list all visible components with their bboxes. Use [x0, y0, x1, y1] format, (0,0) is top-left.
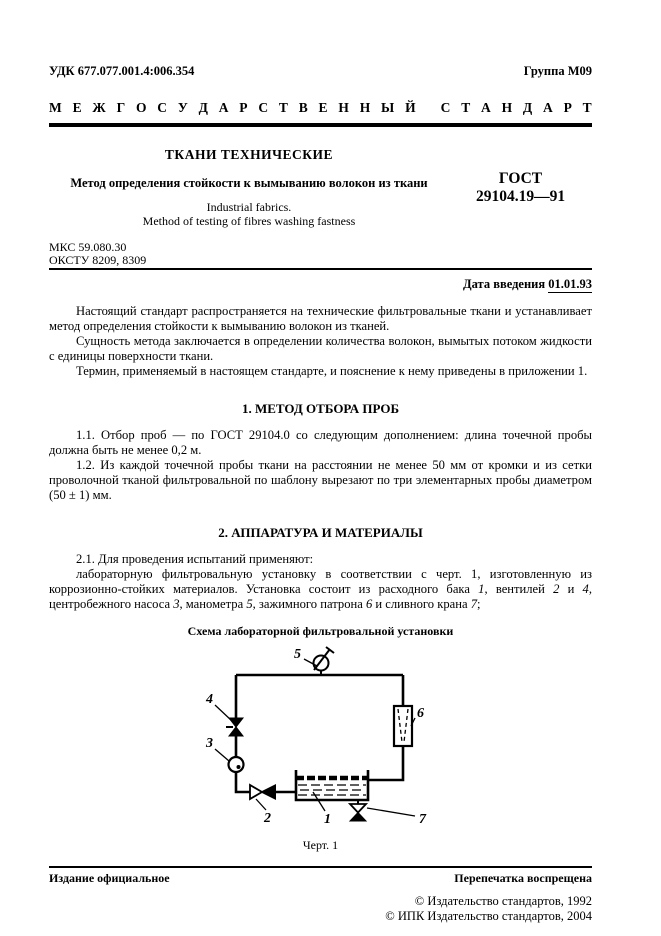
manometer-icon: [313, 647, 334, 675]
group-code: Группа М09: [523, 64, 592, 78]
gost-designation: [449, 170, 592, 206]
figure-label-7: 7: [418, 812, 426, 827]
standard-type-banner: М Е Ж Г О С У Д А Р С Т В Е Н Н Ы Й С Т А Н Д А Р Т: [49, 100, 592, 127]
intro-paragraphs: [49, 304, 592, 379]
date-value: 01.01.93: [548, 277, 592, 291]
schematic-drawing: [186, 641, 456, 833]
official-edition-note: Издание официальное: [49, 871, 170, 885]
section1-heading: 1. МЕТОД ОТБОРА ПРОБ: [241, 401, 400, 416]
valve-4-icon: [226, 718, 243, 736]
document-header: [49, 0, 592, 79]
figure-label-1: 1: [323, 812, 331, 827]
document-title: ТКАНИ ТЕХНИЧЕСКИЕ: [164, 147, 334, 162]
footer-rule: [49, 866, 592, 868]
filtration-setup-diagram: [186, 641, 456, 838]
pipe-circuit: [236, 675, 403, 792]
classification-codes: [49, 241, 592, 270]
figure-label-3: 3: [205, 736, 213, 751]
figure-caption: Схема лабораторной фильтровальной установки: [187, 624, 454, 638]
udk-code: УДК 677.077.001.4:006.354: [49, 64, 195, 78]
copyright-line-2004: © ИПК Издательство стандартов, 2004: [385, 908, 592, 923]
section2-heading: 2. АППАРАТУРА И МАТЕРИАЛЫ: [218, 525, 423, 540]
figure-number: Черт. 1: [302, 838, 339, 852]
clamp-holder-icon: [394, 706, 412, 746]
section2-body: [49, 552, 592, 612]
okstu-code: ОКСТУ 8209, 8309: [49, 253, 147, 267]
valve-2-icon: [250, 784, 276, 800]
mks-code: МКС 59.080.30: [49, 240, 127, 254]
supply-tank: [296, 770, 368, 800]
clause-2-1: 2.1. Для проведения испытаний применяют:: [76, 552, 314, 566]
reprint-prohibited-note: Перепечатка воспрещена: [454, 871, 592, 885]
clause-1-1: 1.1. Отбор проб — по ГОСТ 29104.0 со следующим дополнением: длина точечной пробы должна быть не менее 0,2 м.: [49, 428, 592, 457]
gost-number: 29104.19—91: [475, 188, 566, 205]
introduction-date: [49, 277, 592, 292]
title-english-line2: Method of testing of fibres washing fastness: [142, 214, 356, 228]
figure-label-6: 6: [416, 706, 424, 721]
intro-paragraph-3: Термин, применяемый в настоящем стандарте, и пояснение к нему приведены в приложении 1.: [76, 364, 588, 378]
title-english: [49, 200, 449, 228]
copyright-block: [49, 894, 592, 923]
clause-1-2: 1.2. Из каждой точечной пробы ткани на расстоянии не менее 50 мм от кромки и из сетки проволочной тканой фильтровальной по шаблону вырезают по три элементарных пробы диаметром (50 ± 1) мм.: [49, 458, 592, 502]
figure-label-5: 5: [293, 647, 301, 662]
section1-body: [49, 428, 592, 503]
date-label: Дата введения: [463, 277, 546, 291]
footer-row: [49, 871, 592, 886]
drain-valve-icon: [350, 800, 366, 821]
intro-paragraph-2: Сущность метода заключается в определении количества волокон, вымытых потоком жидкости с единицы поверхности ткани.: [49, 334, 592, 363]
figure-label-2: 2: [263, 811, 271, 826]
pump-icon: [228, 757, 243, 772]
figure-label-4: 4: [205, 692, 213, 707]
clause-2-1-equipment: лабораторную фильтровальную установку в соответствии с черт. 1, изготовленную из коррозионно-стойких материалов. Установка состоит из расходного бака 1, вентилей 2 и 4, центробежного насоса 3, манометра 5, зажимного патрона 6 и сливного крана 7;: [49, 567, 592, 611]
gost-label: ГОСТ: [498, 170, 543, 187]
document-subtitle: Метод определения стойкости к вымыванию волокон из ткани: [70, 176, 428, 190]
title-block: [49, 147, 592, 228]
copyright-line-1992: © Издательство стандартов, 1992: [414, 894, 592, 908]
title-english-line1: Industrial fabrics.: [206, 200, 292, 214]
intro-paragraph-1: Настоящий стандарт распространяется на технические фильтровальные ткани и устанавливает метод определения стойкости к вымыванию волокон из тканей.: [49, 304, 592, 333]
